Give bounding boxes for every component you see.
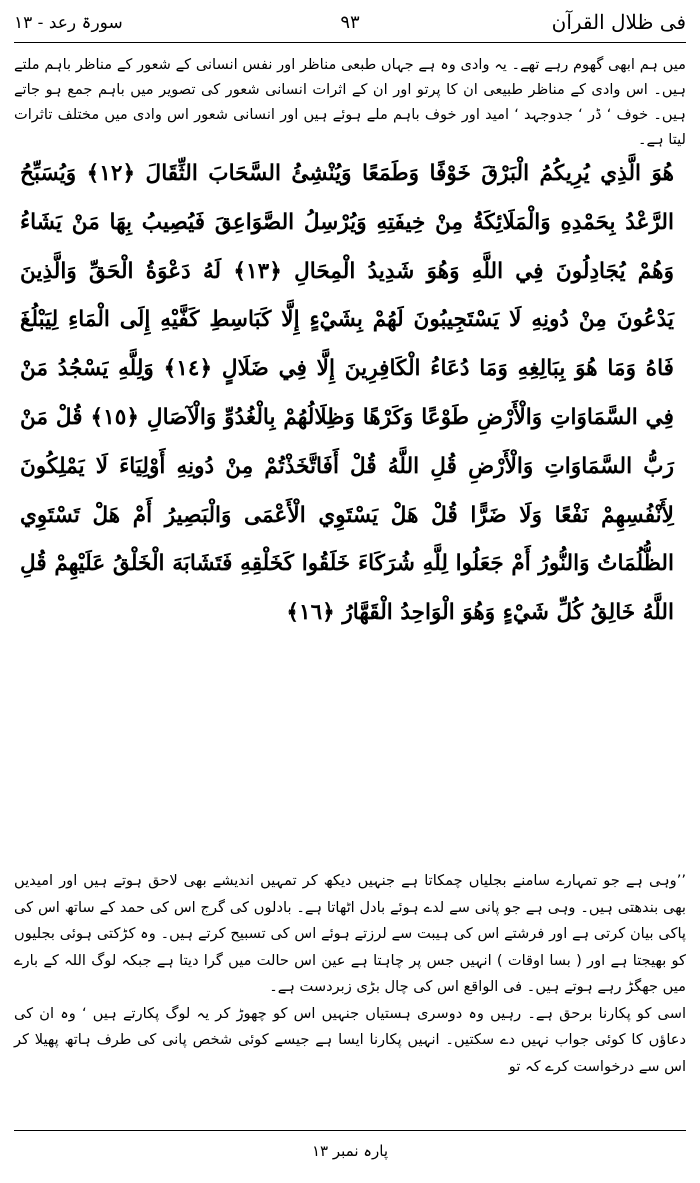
book-title: فی ظلال القرآن (551, 10, 686, 34)
page-number: ٩٣ (340, 12, 360, 33)
quran-verses: هُوَ الَّذِي يُرِيكُمُ الْبَرْقَ خَوْفًا وَطَمَعًا وَيُنْشِئُ السَّحَابَ الثِّقَالَ ﴿١٢﴾ وَيُسَبِّحُ الرَّعْدُ بِحَمْدِهِ وَالْمَلَائِكَةُ مِنْ خِيفَتِهِ وَيُرْسِلُ الصَّوَاعِقَ فَيُصِيبُ بِهَا مَنْ يَشَاءُ وَهُمْ يُجَادِلُونَ فِي اللَّهِ وَهُوَ شَدِيدُ الْمِحَالِ ﴿١٣﴾ لَهُ دَعْوَةُ الْحَقِّ وَالَّذِينَ يَدْعُونَ مِنْ دُونِهِ لَا يَسْتَجِيبُونَ لَهُمْ بِشَيْءٍ إِلَّا كَبَاسِطِ كَفَّيْهِ إِلَى الْمَاءِ لِيَبْلُغَ فَاهُ وَمَا هُوَ بِبَالِغِهِ وَمَا دُعَاءُ الْكَافِرِينَ إِلَّا فِي ضَلَالٍ ﴿١٤﴾ وَلِلَّهِ يَسْجُدُ مَنْ فِي السَّمَاوَاتِ وَالْأَرْضِ طَوْعًا وَكَرْهًا وَظِلَالُهُمْ بِالْغُدُوِّ وَالْآصَالِ ﴿١٥﴾ قُلْ مَنْ رَبُّ السَّمَاوَاتِ وَالْأَرْضِ قُلِ اللَّهُ قُلْ أَفَاتَّخَذْتُمْ مِنْ دُونِهِ أَوْلِيَاءَ لَا يَمْلِكُونَ لِأَنْفُسِهِمْ نَفْعًا وَلَا ضَرًّا قُلْ هَلْ يَسْتَوِي الْأَعْمَى وَالْبَصِيرُ أَمْ هَلْ تَسْتَوِي الظُّلُمَاتُ وَالنُّورُ أَمْ جَعَلُوا لِلَّهِ شُرَكَاءَ خَلَقُوا كَخَلْقِهِ فَتَشَابَهَ الْخَلْقُ عَلَيْهِمْ قُلِ اللَّهُ خَالِقُ كُلِّ شَيْءٍ وَهُوَ الْوَاحِدُ الْقَهَّارُ ﴿١٦﴾ (20, 161, 675, 626)
commentary-paragraph: ’’وہی ہے جو تمہارے سامنے بجلیاں چمکاتا ہے جنہیں دیکھ کر تمہیں اندیشے بھی لاحق ہوتے ہیں اور امیدیں بھی بندھتی ہیں۔ وہی ہے جو پانی سے لدے ہوئے بادل اٹھاتا ہے۔ بادلوں کی گرج اس کی حمد کے ساتھ اس کی پاکی بیان کرتی ہے اور فرشتے اس کی ہیبت سے لرزتے ہوئے اس کی تسبیح کرتے ہیں۔ وہ کڑکتی ہوئی بجلیوں کو بھیجتا ہے اور ( بسا اوقات ) انہیں جس پر چاہتا ہے عین اس حالت میں گرا دیتا ہے جبکہ لوگ اللہ کے بارے میں جھگڑ رہے ہوتے ہیں۔ فی الواقع اس کی چال بڑی زبردست ہے۔ (14, 872, 686, 995)
commentary-paragraph: اسی کو پکارنا برحق ہے۔ رہیں وہ دوسری ہستیاں جنہیں اس کو چھوڑ کر یہ لوگ پکارتے ہیں ‘ وہ ان کی دعاؤں کا کوئی جواب نہیں دے سکتیں۔ انہیں پکارنا ایسا ہے جیسے کوئی شخص پانی کی طرف ہاتھ پھیلا کر اس سے درخواست کرے کہ تو (14, 1004, 686, 1075)
footer-divider (14, 1130, 686, 1131)
intro-paragraph: میں ہم ابھی گھوم رہے تھے۔ یہ وادی وہ ہے جہاں طبعی مناظر اور نفس انسانی کے شعور کے مناظر باہم ملتے ہیں۔ اس وادی کے مناظر طبیعی ان کا پرتو اور ان کے اثرات انسانی شعور کی تصویر میں باہم جمع ہو جاتے ہیں۔ خوف ‘ ڈر ‘ جدوجہد ‘ امید اور خوف باہم ملے ہوئے ہیں اور انسانی شعور اس وادی میں مختلف تاثرات لیتا ہے۔ (14, 56, 686, 148)
para-number: پارہ نمبر ١٣ (311, 1142, 389, 1160)
header-divider (14, 42, 686, 43)
page-header (14, 6, 686, 40)
translation-commentary (14, 868, 686, 1080)
surah-label: سورۃ رعد - ١٣ (14, 13, 123, 33)
